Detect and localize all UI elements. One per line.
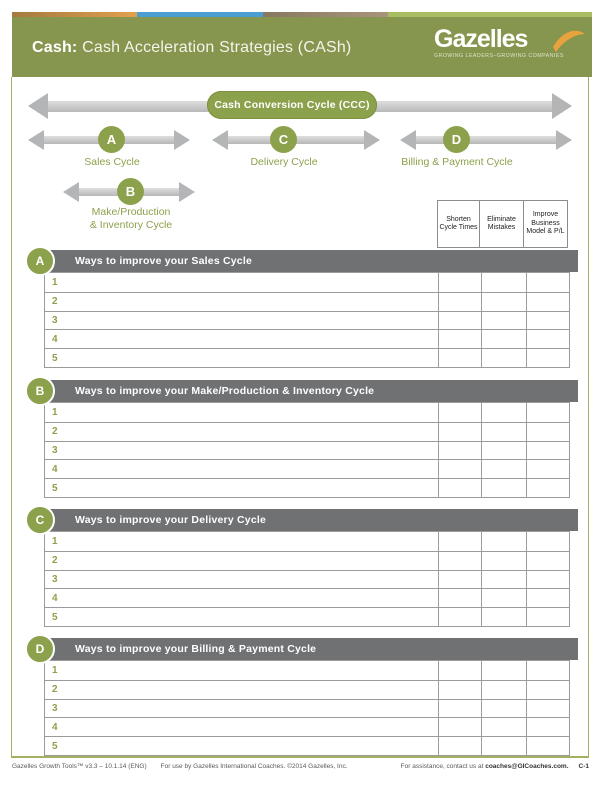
table-row xyxy=(45,607,569,626)
arrow-right-icon xyxy=(556,130,572,150)
answer-line[interactable] xyxy=(69,460,437,478)
check-cell-shorten-cycle-times[interactable] xyxy=(438,442,481,460)
row-number: 2 xyxy=(52,296,58,308)
table-row xyxy=(45,292,569,311)
section-header-bar xyxy=(44,638,578,660)
answer-line[interactable] xyxy=(69,589,437,607)
check-cell-eliminate-mistakes[interactable] xyxy=(481,718,526,736)
check-cell-shorten-cycle-times[interactable] xyxy=(438,700,481,718)
page-footer xyxy=(12,763,589,770)
table-row xyxy=(45,570,569,589)
arrow-left-icon xyxy=(63,182,79,202)
check-cell-improve-business-model[interactable] xyxy=(526,552,571,570)
section-title: Ways to improve your Billing & Payment Cycle xyxy=(75,643,317,655)
section-letter-badge: A xyxy=(25,246,55,276)
row-number: 4 xyxy=(52,721,58,733)
check-cell-improve-business-model[interactable] xyxy=(526,571,571,589)
check-cell-shorten-cycle-times[interactable] xyxy=(438,423,481,441)
check-cell-shorten-cycle-times[interactable] xyxy=(438,330,481,348)
section-header-bar xyxy=(44,250,578,272)
answer-line[interactable] xyxy=(69,608,437,626)
section-rows xyxy=(44,660,570,756)
check-cell-improve-business-model[interactable] xyxy=(526,442,571,460)
check-cell-eliminate-mistakes[interactable] xyxy=(481,423,526,441)
matrix-header-eliminate-mistakes: Eliminate Mistakes xyxy=(479,200,524,248)
footer-assistance-text: For assistance, contact us at xyxy=(400,763,486,770)
row-number: 3 xyxy=(52,314,58,326)
answer-line[interactable] xyxy=(69,293,437,311)
arrow-bar xyxy=(416,136,556,144)
table-row xyxy=(45,273,569,292)
cycle-badge-c: C xyxy=(270,126,297,153)
cycle-badge-d: D xyxy=(443,126,470,153)
row-number: 4 xyxy=(52,333,58,345)
section-letter-badge: D xyxy=(25,634,55,664)
answer-line[interactable] xyxy=(69,312,437,330)
check-cell-improve-business-model[interactable] xyxy=(526,532,571,551)
section-rows xyxy=(44,402,570,498)
row-number: 1 xyxy=(52,406,58,418)
arrow-right-icon xyxy=(552,93,572,119)
make-production-cycle-label xyxy=(90,206,172,231)
table-row xyxy=(45,348,569,367)
cycle-badge-a: A xyxy=(98,126,125,153)
cycle-badge-b: B xyxy=(117,178,144,205)
answer-line[interactable] xyxy=(69,479,437,497)
section-title: Ways to improve your Sales Cycle xyxy=(75,255,252,267)
gazelles-logo xyxy=(434,27,574,59)
answer-line[interactable] xyxy=(69,737,437,755)
delivery-cycle-label: Delivery Cycle xyxy=(250,156,318,168)
row-number: 1 xyxy=(52,535,58,547)
row-number: 4 xyxy=(52,592,58,604)
row-number: 2 xyxy=(52,426,58,438)
check-cell-improve-business-model[interactable] xyxy=(526,681,571,699)
check-cell-improve-business-model[interactable] xyxy=(526,330,571,348)
row-number: 3 xyxy=(52,573,58,585)
page-header xyxy=(12,17,592,77)
sales-cycle-label: Sales Cycle xyxy=(84,156,140,168)
check-cell-eliminate-mistakes[interactable] xyxy=(481,681,526,699)
section-b xyxy=(0,380,600,498)
section-title: Ways to improve your Delivery Cycle xyxy=(75,514,267,526)
check-cell-improve-business-model[interactable] xyxy=(526,349,571,367)
row-number: 3 xyxy=(52,444,58,456)
section-letter-badge: B xyxy=(25,376,55,406)
make-production-cycle-label-line2: & Inventory Cycle xyxy=(89,218,173,231)
row-number: 3 xyxy=(52,702,58,714)
check-cell-improve-business-model[interactable] xyxy=(526,700,571,718)
check-cell-shorten-cycle-times[interactable] xyxy=(438,552,481,570)
check-cell-eliminate-mistakes[interactable] xyxy=(481,293,526,311)
table-row xyxy=(45,422,569,441)
check-cell-improve-business-model[interactable] xyxy=(526,661,571,680)
answer-line[interactable] xyxy=(69,700,437,718)
check-cell-eliminate-mistakes[interactable] xyxy=(481,312,526,330)
table-row xyxy=(45,459,569,478)
check-cell-shorten-cycle-times[interactable] xyxy=(438,349,481,367)
check-cell-improve-business-model[interactable] xyxy=(526,608,571,626)
footer-usage: For use by Gazelles International Coaches. ©2014 Gazelles, Inc. xyxy=(160,763,348,770)
arrow-left-icon xyxy=(212,130,228,150)
check-cell-eliminate-mistakes[interactable] xyxy=(481,479,526,497)
gazelles-logo-tagline: GROWING LEADERS–GROWING COMPANIES xyxy=(434,53,564,59)
check-cell-eliminate-mistakes[interactable] xyxy=(481,589,526,607)
row-number: 5 xyxy=(52,611,58,623)
table-row xyxy=(45,532,569,551)
check-cell-shorten-cycle-times[interactable] xyxy=(438,403,481,422)
row-number: 5 xyxy=(52,740,58,752)
table-row xyxy=(45,403,569,422)
answer-line[interactable] xyxy=(69,532,437,551)
check-cell-shorten-cycle-times[interactable] xyxy=(438,589,481,607)
table-row xyxy=(45,588,569,607)
check-cell-improve-business-model[interactable] xyxy=(526,273,571,292)
check-cell-eliminate-mistakes[interactable] xyxy=(481,442,526,460)
check-cell-shorten-cycle-times[interactable] xyxy=(438,661,481,680)
check-cell-shorten-cycle-times[interactable] xyxy=(438,737,481,755)
section-a xyxy=(0,250,600,368)
table-row xyxy=(45,736,569,755)
answer-line[interactable] xyxy=(69,273,437,292)
page-title-lead: Cash: xyxy=(32,39,78,56)
check-cell-eliminate-mistakes[interactable] xyxy=(481,608,526,626)
section-rows xyxy=(44,531,570,627)
check-cell-eliminate-mistakes[interactable] xyxy=(481,273,526,292)
arrow-left-icon xyxy=(28,130,44,150)
check-cell-eliminate-mistakes[interactable] xyxy=(481,403,526,422)
make-production-cycle-label-line1: Make/Production xyxy=(91,206,171,218)
footer-right xyxy=(401,763,589,770)
check-cell-shorten-cycle-times[interactable] xyxy=(438,460,481,478)
check-cell-eliminate-mistakes[interactable] xyxy=(481,330,526,348)
row-number: 4 xyxy=(52,463,58,475)
answer-line[interactable] xyxy=(69,423,437,441)
table-row xyxy=(45,717,569,736)
check-cell-improve-business-model[interactable] xyxy=(526,479,571,497)
gazelles-swoosh-icon xyxy=(552,25,586,55)
answer-line[interactable] xyxy=(69,442,437,460)
ccc-pill-label: Cash Conversion Cycle (CCC) xyxy=(207,91,377,119)
answer-line[interactable] xyxy=(69,552,437,570)
check-cell-improve-business-model[interactable] xyxy=(526,737,571,755)
billing-cycle-arrow xyxy=(400,130,572,150)
section-header-bar xyxy=(44,509,578,531)
arrow-right-icon xyxy=(179,182,195,202)
page-number: C-1 xyxy=(578,763,589,770)
page-title xyxy=(32,39,351,57)
answer-line[interactable] xyxy=(69,681,437,699)
check-cell-shorten-cycle-times[interactable] xyxy=(438,312,481,330)
table-row xyxy=(45,661,569,680)
footer-version: Gazelles Growth Tools™ v3.3 – 10.1.14 (ENG) xyxy=(12,763,147,770)
table-row xyxy=(45,329,569,348)
answer-line[interactable] xyxy=(69,330,437,348)
check-cell-improve-business-model[interactable] xyxy=(526,589,571,607)
check-cell-shorten-cycle-times[interactable] xyxy=(438,273,481,292)
section-d xyxy=(0,638,600,756)
answer-line[interactable] xyxy=(69,571,437,589)
check-cell-improve-business-model[interactable] xyxy=(526,312,571,330)
section-rows xyxy=(44,272,570,368)
check-cell-improve-business-model[interactable] xyxy=(526,460,571,478)
matrix-header-shorten-cycle-times: Shorten Cycle Times xyxy=(437,200,480,248)
billing-cycle-label: Billing & Payment Cycle xyxy=(401,156,513,168)
check-cell-eliminate-mistakes[interactable] xyxy=(481,571,526,589)
check-cell-shorten-cycle-times[interactable] xyxy=(438,479,481,497)
check-cell-shorten-cycle-times[interactable] xyxy=(438,681,481,699)
footer-left xyxy=(12,763,348,770)
matrix-header-improve-business-model: Improve Business Model & P/L xyxy=(523,200,568,248)
section-letter-badge: C xyxy=(25,505,55,535)
arrow-left-icon xyxy=(28,93,48,119)
answer-line[interactable] xyxy=(69,718,437,736)
table-row xyxy=(45,478,569,497)
row-number: 2 xyxy=(52,555,58,567)
check-cell-shorten-cycle-times[interactable] xyxy=(438,718,481,736)
table-row xyxy=(45,551,569,570)
check-cell-shorten-cycle-times[interactable] xyxy=(438,532,481,551)
answer-line[interactable] xyxy=(69,403,437,422)
check-cell-eliminate-mistakes[interactable] xyxy=(481,661,526,680)
gazelles-logo-wordmark: Gazelles xyxy=(434,25,528,53)
check-cell-eliminate-mistakes[interactable] xyxy=(481,700,526,718)
row-number: 5 xyxy=(52,352,58,364)
answer-line[interactable] xyxy=(69,661,437,680)
row-number: 1 xyxy=(52,276,58,288)
section-title: Ways to improve your Make/Production & Inventory Cycle xyxy=(75,385,375,397)
row-number: 5 xyxy=(52,482,58,494)
footer-contact-email[interactable]: coaches@GICoaches.com. xyxy=(485,763,569,770)
page-title-rest: Cash Acceleration Strategies (CASh) xyxy=(77,39,352,56)
check-cell-improve-business-model[interactable] xyxy=(526,403,571,422)
arrow-right-icon xyxy=(364,130,380,150)
check-cell-shorten-cycle-times[interactable] xyxy=(438,571,481,589)
matrix-column-headers xyxy=(437,200,568,248)
check-cell-eliminate-mistakes[interactable] xyxy=(481,552,526,570)
section-header-bar xyxy=(44,380,578,402)
check-cell-shorten-cycle-times[interactable] xyxy=(438,293,481,311)
check-cell-improve-business-model[interactable] xyxy=(526,423,571,441)
table-row xyxy=(45,311,569,330)
check-cell-improve-business-model[interactable] xyxy=(526,293,571,311)
check-cell-eliminate-mistakes[interactable] xyxy=(481,737,526,755)
arrow-right-icon xyxy=(174,130,190,150)
check-cell-eliminate-mistakes[interactable] xyxy=(481,460,526,478)
arrow-left-icon xyxy=(400,130,416,150)
row-number: 1 xyxy=(52,664,58,676)
table-row xyxy=(45,680,569,699)
check-cell-eliminate-mistakes[interactable] xyxy=(481,349,526,367)
check-cell-improve-business-model[interactable] xyxy=(526,718,571,736)
answer-line[interactable] xyxy=(69,349,437,367)
row-number: 2 xyxy=(52,684,58,696)
check-cell-eliminate-mistakes[interactable] xyxy=(481,532,526,551)
table-row xyxy=(45,441,569,460)
section-c xyxy=(0,509,600,627)
table-row xyxy=(45,699,569,718)
check-cell-shorten-cycle-times[interactable] xyxy=(438,608,481,626)
